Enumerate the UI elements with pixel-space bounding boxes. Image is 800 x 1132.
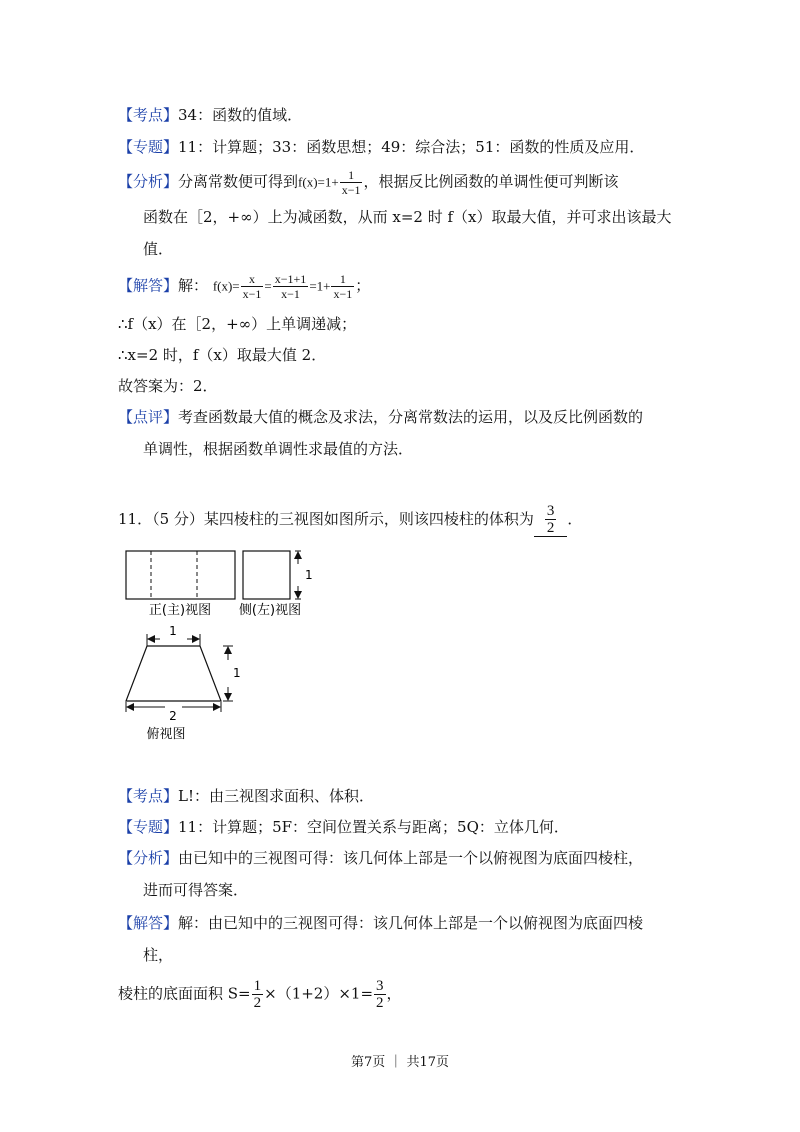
answer-fraction: $\frac{3}{2}$ xyxy=(546,503,555,536)
answer-blank xyxy=(534,503,568,537)
zhuanti-tag: 【专题】 xyxy=(118,138,179,156)
jieda-line-2b: 柱， xyxy=(143,946,174,964)
jieda-fraction-2: $\frac{x-1+1}{x-1}$ xyxy=(274,272,307,301)
answer-line: 故答案为：2． xyxy=(118,377,218,395)
kaodian-line-1 xyxy=(118,104,302,126)
fenxi-formula: f(x)=1+ xyxy=(298,174,339,190)
top-view-label: 俯视图 xyxy=(146,727,186,742)
line-maximum: ∴x=2 时，f（x）取最大值 2． xyxy=(118,346,327,364)
jieda-tag: 【解答】 xyxy=(118,276,179,295)
dianping-tag: 【点评】 xyxy=(118,408,179,426)
fenxi-fraction: $\frac{1}{x-1}$ xyxy=(341,168,361,197)
dianping-line-2: 单调性，根据函数单调性求最值的方法． xyxy=(143,440,414,458)
jieda-fraction-1: $\frac{x}{x-1}$ xyxy=(242,272,262,301)
side-view-label: 侧(左)视图 xyxy=(238,603,302,618)
side-view xyxy=(239,551,313,618)
jieda-line-2a xyxy=(118,912,643,934)
jieda-f0: f(x)= xyxy=(212,278,240,294)
dianping-text: 考查函数最大值的概念及求法，分离常数法的运用，以及反比例函数的 xyxy=(178,408,644,426)
fenxi-line-2: 函数在［2，+∞）上为减函数，从而 x=2 时 f（x）取最大值，并可求出该最大 xyxy=(143,208,672,226)
area-line xyxy=(118,978,402,1011)
kaodian-tag-2: 【考点】 xyxy=(118,787,179,805)
top-width-dim-label: 1 xyxy=(169,624,177,638)
kaodian-tag: 【考点】 xyxy=(118,106,179,124)
fenxi-pre: 分离常数便可得到 xyxy=(178,172,299,191)
question-11 xyxy=(118,503,582,537)
area-pre: 棱柱的底面面积 S= xyxy=(118,984,251,1003)
question-end: ． xyxy=(567,510,583,528)
jieda-eq2: =1+ xyxy=(309,278,331,294)
area-mid: ×（1+2）×1= xyxy=(264,984,374,1003)
question-stem: 11．（5 分）某四棱柱的三视图如图所示，则该四棱柱的体积为 xyxy=(118,510,534,528)
zhuanti-line-2 xyxy=(118,816,569,838)
fenxi-tag-2: 【分析】 xyxy=(118,849,179,867)
kaodian-line-2 xyxy=(118,785,374,807)
bottom-dim-label: 2 xyxy=(169,709,177,723)
area-end: ， xyxy=(386,984,402,1003)
jieda-eq1: = xyxy=(264,278,272,294)
jieda-end: ； xyxy=(355,276,371,295)
jieda-tag-2: 【解答】 xyxy=(118,914,179,932)
kaodian-text: 34：函数的值域． xyxy=(178,106,303,124)
line-decreasing: ∴f（x）在［2，+∞）上单调递减； xyxy=(118,315,357,333)
area-fraction-2: $\frac{3}{2}$ xyxy=(376,978,384,1011)
fenxi-line-2b: 进而可得答案． xyxy=(143,881,249,899)
front-view xyxy=(126,551,235,618)
top-height-dim-label: 1 xyxy=(233,666,241,680)
fenxi-line-3: 值． xyxy=(143,240,174,258)
kaodian-text-2: L!：由三视图求面积、体积． xyxy=(178,787,375,805)
page-footer: 第7页 ｜ 共17页 xyxy=(350,1055,450,1070)
jieda-line-1 xyxy=(118,272,370,301)
jieda-pre: 解： xyxy=(178,276,209,295)
three-view-figure xyxy=(110,540,330,745)
side-dim-label: 1 xyxy=(305,568,313,582)
zhuanti-line-1 xyxy=(118,136,644,158)
zhuanti-text-2: 11：计算题；5F：空间位置关系与距离；5Q：立体几何． xyxy=(178,818,569,836)
zhuanti-tag-2: 【专题】 xyxy=(118,818,179,836)
fenxi-text-2: 由已知中的三视图可得：该几何体上部是一个以俯视图为底面四棱柱， xyxy=(178,849,644,867)
fenxi-line-2a xyxy=(118,847,643,869)
jieda-fraction-3: $\frac{1}{x-1}$ xyxy=(333,272,353,301)
jieda-text-2: 解：由已知中的三视图可得：该几何体上部是一个以俯视图为底面四棱 xyxy=(178,914,644,932)
area-fraction-1: $\frac{1}{2}$ xyxy=(253,978,262,1011)
zhuanti-text: 11：计算题；33：函数思想；49：综合法；51：函数的性质及应用． xyxy=(178,138,645,156)
top-view xyxy=(126,624,241,742)
front-view-label: 正(主)视图 xyxy=(148,603,212,618)
fenxi-tag: 【分析】 xyxy=(118,172,179,191)
fenxi-line-1 xyxy=(118,168,618,197)
dianping-line-1 xyxy=(118,406,643,428)
fenxi-post: ，根据反比例函数的单调性便可判断该 xyxy=(363,172,619,191)
